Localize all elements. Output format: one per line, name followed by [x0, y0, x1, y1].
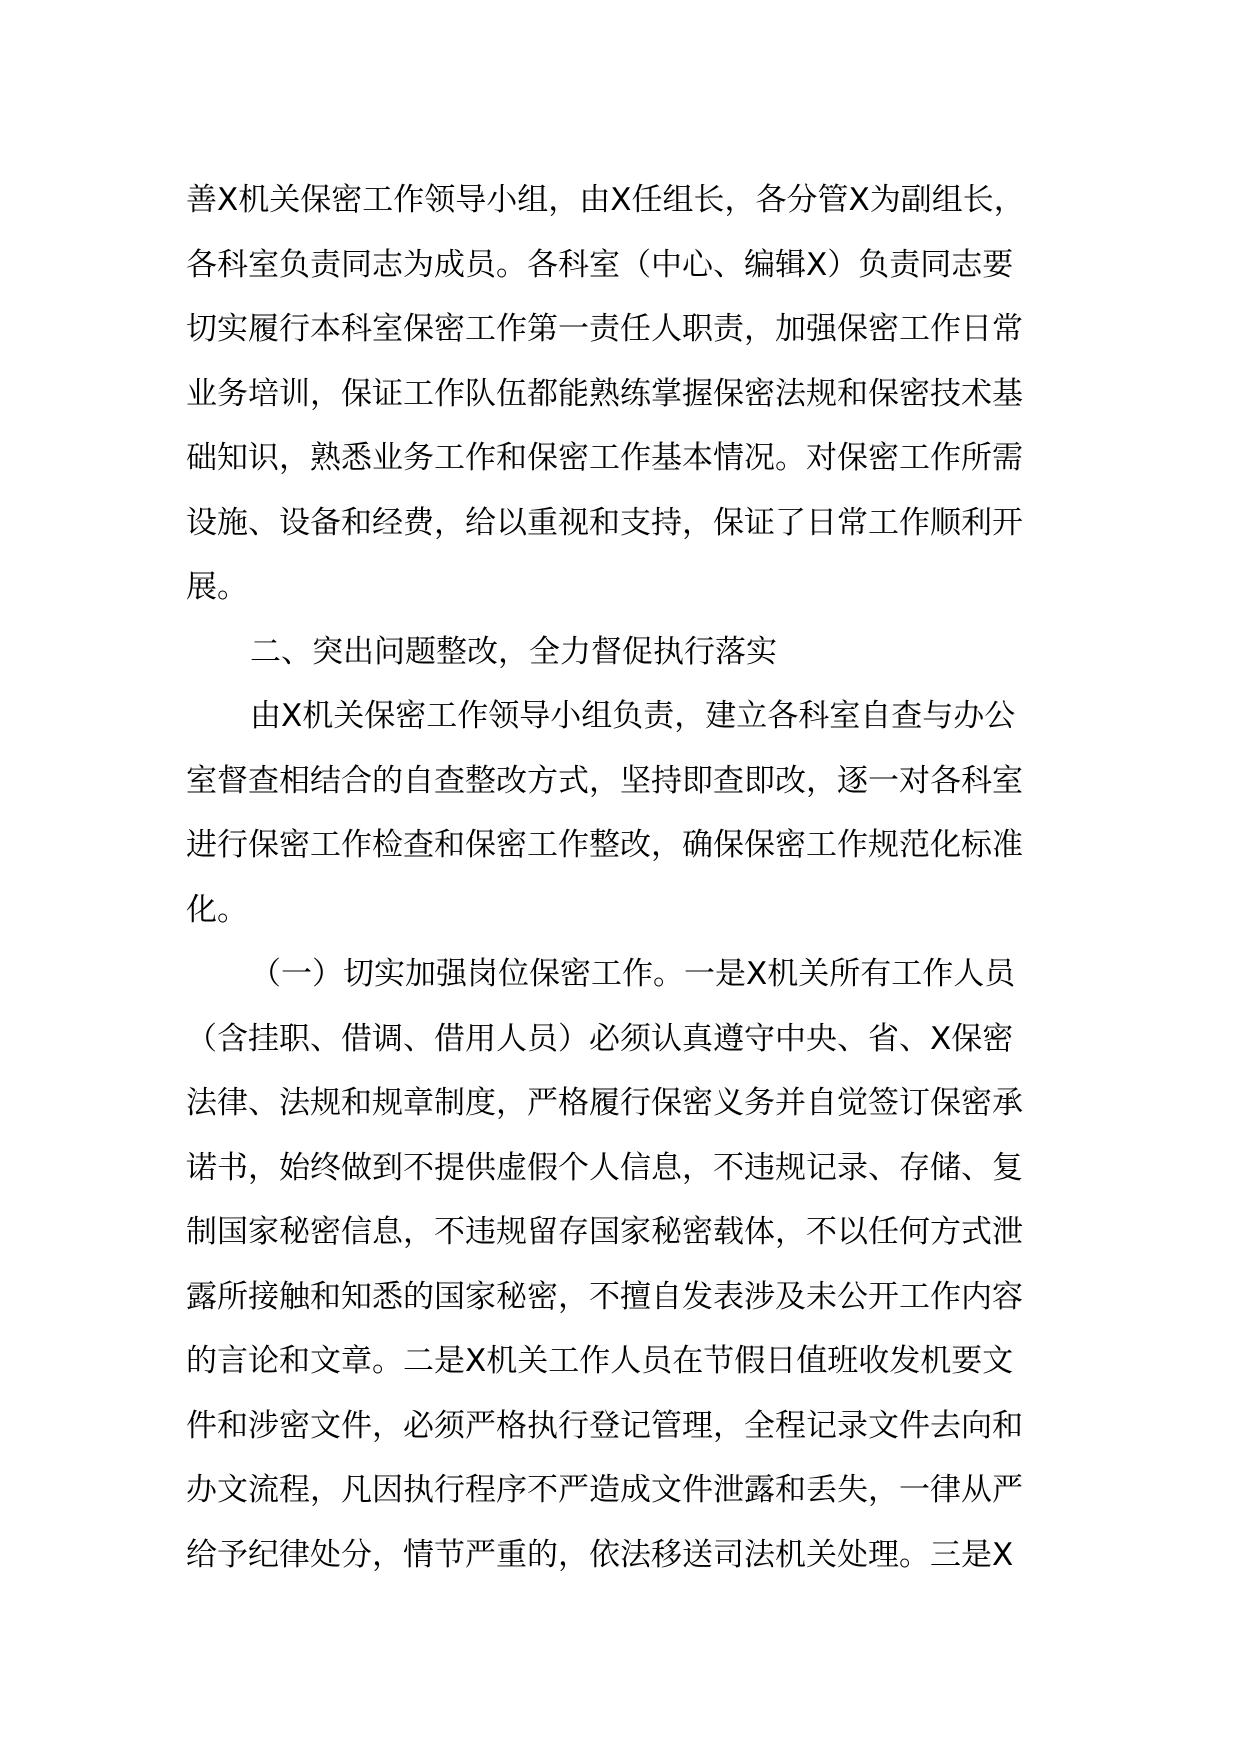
text-line: 化。 — [186, 891, 248, 928]
text-line: 法律、法规和规章制度，严格履行保密义务并自觉签订保密承 — [186, 1085, 1023, 1121]
text-line: 础知识，熟悉业务工作和保密工作基本情况。对保密工作所需 — [186, 440, 1023, 476]
text-line: 室督查相结合的自查整改方式，坚持即查即改，逐一对各科室 — [186, 762, 1023, 799]
text-line: （一）切实加强岗位保密工作。一是X机关所有工作人员 — [250, 956, 1016, 992]
text-line: 的言论和文章。二是X机关工作人员在节假日值班收发机要文 — [186, 1343, 1014, 1379]
document-body — [186, 168, 1066, 1587]
text-line: 件和涉密文件，必须严格执行登记管理，全程记录文件去向和 — [186, 1407, 1023, 1444]
text-line: 进行保密工作检查和保密工作整改，确保保密工作规范化标准 — [186, 827, 1023, 863]
text-line: 诺书，始终做到不提供虚假个人信息，不违规记录、存储、复 — [186, 1149, 1023, 1186]
text-line: 制国家秘密信息，不违规留存国家秘密载体，不以任何方式泄 — [186, 1214, 1023, 1250]
text-line: （含挂职、借调、借用人员）必须认真遵守中央、省、X保密 — [186, 1020, 1014, 1057]
text-line: 办文流程，凡因执行程序不严造成文件泄露和丢失，一律从严 — [186, 1472, 1023, 1508]
text-line: 由X机关保密工作领导小组负责，建立各科室自查与办公 — [250, 698, 1016, 734]
text-line: 切实履行本科室保密工作第一责任人职责，加强保密工作日常 — [186, 311, 1023, 347]
text-line: 设施、设备和经费，给以重视和支持，保证了日常工作顺利开 — [186, 504, 1023, 541]
text-line: 善X机关保密工作领导小组，由X任组长，各分管X为副组长， — [186, 182, 1025, 218]
text-line: 给予纪律处分，情节严重的，依法移送司法机关处理。三是X — [186, 1536, 1014, 1573]
text-line: 露所接触和知悉的国家秘密，不擅自发表涉及未公开工作内容 — [186, 1278, 1023, 1315]
text-line: 二、突出问题整改，全力督促执行落实 — [250, 633, 777, 670]
text-line: 各科室负责同志为成员。各科室（中心、编辑X）负责同志要 — [186, 246, 1014, 283]
text-line: 展。 — [186, 569, 248, 605]
text-line: 业务培训，保证工作队伍都能熟练掌握保密法规和保密技术基 — [186, 375, 1023, 412]
